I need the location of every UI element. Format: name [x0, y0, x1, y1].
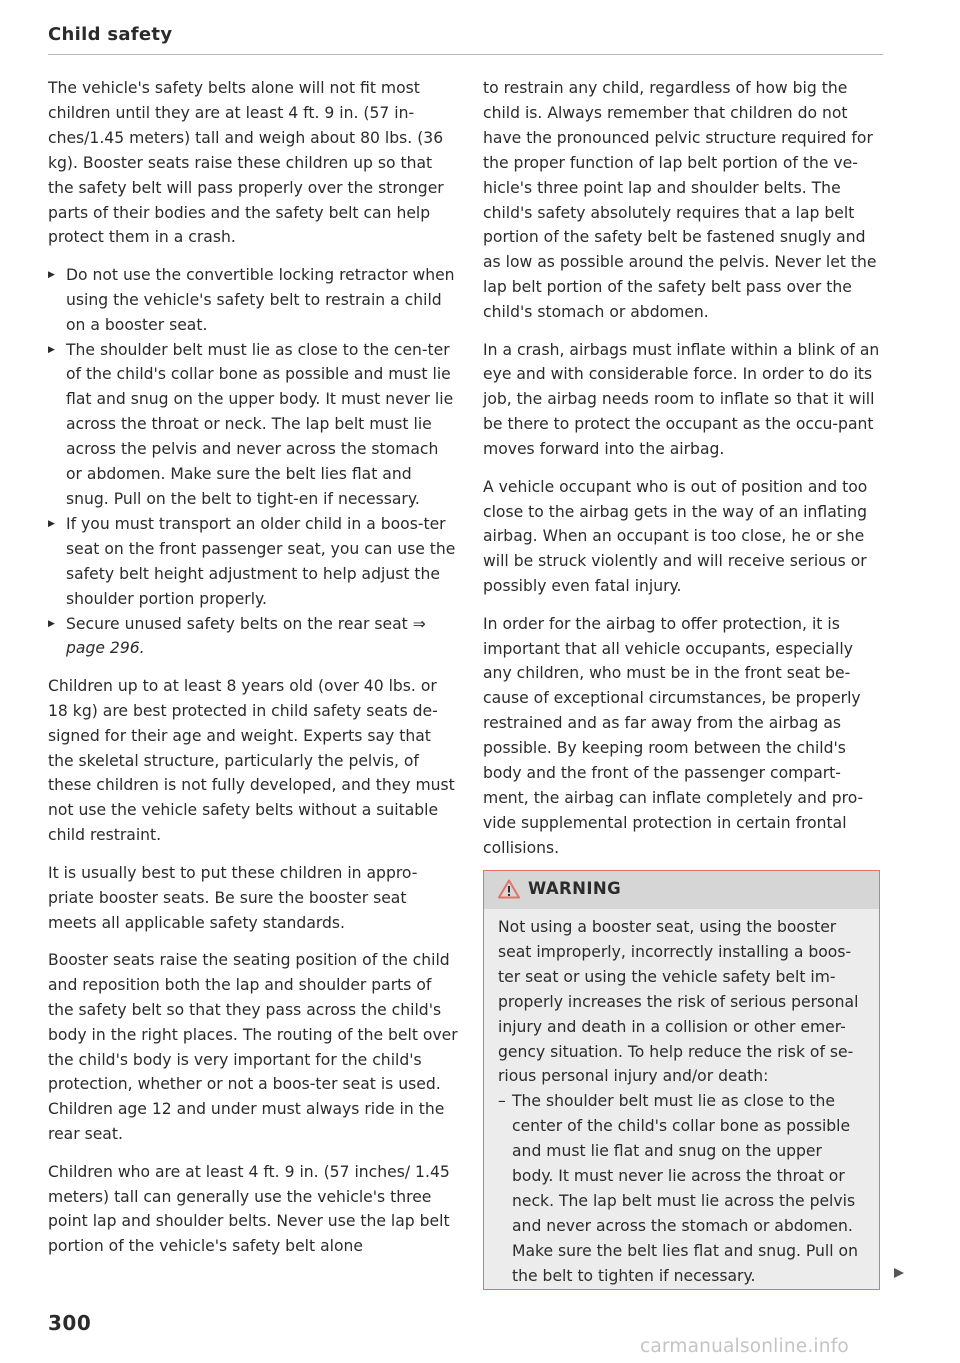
watermark-text: carmanualsonline.info [640, 1336, 849, 1357]
paragraph: A vehicle occupant who is out of position and too close to the airbag gets in the way of an inflating airbag. When an occupant is too close, he or she will be struck violently and will receive serious or possibly even fatal injury. [483, 477, 868, 596]
paragraph: Booster seats raise the seating position of the child and reposition both the lap and shoulder parts of the safety belt so that they pass across the child's body in the right places. The routing of the belt over the child's body is very important for the child's protection, whether or not a boos-ter seat is used. Children age 12 and under must always ride in the rear seat. [48, 950, 458, 1144]
bullet-text: Secure unused safety belts on the rear seat [66, 614, 408, 633]
paragraph: The vehicle's safety belts alone will not fit most children until they are at least 4 ft. 9 in. (57 in-ches/1.45 meters) tall and weigh about 80 lbs. (36 kg). Booster seats raise these children up so that the safety belt will pass properly over the stronger parts of their bodies and the safety belt can help protect them in a crash. [48, 79, 444, 247]
paragraph: to restrain any child, regardless of how big the child is. Always remember that children do not have the pronounced pelvic structure required for the proper function of lap belt portion of the ve-hicle's three point lap and shoulder belts. The child's safety absolutely requires that a lap belt portion of the safety belt be fastened snugly and as low as possible around the pelvis. Never let the lap belt portion of the safety belt pass over the child's stomach or abdomen. [483, 79, 877, 322]
page-number: 300 [48, 1311, 92, 1335]
bullet-item: ▶ The shoulder belt must lie as close to the cen-ter of the child's collar bone as possible and must lie flat and snug on the upper body. It must never lie across the throat or neck. The lap belt must lie across the pelvis and never across the stomach or abdomen. Make sure the belt lies flat and snug. Pull on the belt to tight-en if necessary. [48, 338, 458, 512]
warning-triangle-icon [498, 879, 520, 899]
left-column [48, 76, 458, 1272]
section-title: Child safety [48, 24, 173, 45]
warning-title: WARNING [528, 879, 622, 898]
bullet-list [48, 263, 458, 662]
continued-arrow-icon [893, 1267, 905, 1279]
right-column [483, 76, 883, 873]
warning-intro: Not using a booster seat, using the booster seat improperly, incorrectly installing a boos-ter seat or using the vehicle safety belt im-properly increases the risk of serious personal injury and death in a collision or other emer-gency situation. To help reduce the risk of se-rious personal injury and/or death: [498, 918, 859, 1086]
page-reference-link[interactable]: ⇒ page 296. [66, 614, 426, 658]
warning-item: – The shoulder belt must lie as close to the center of the child's collar bone as possible and must lie flat and snug on the upper body. It must never lie across the throat or neck. The lap belt must lie across the pelvis and never across the stomach or abdomen. Make sure the belt lies flat and snug. Pull on the belt to tighten if necessary. [498, 1089, 865, 1288]
bullet-item: ▶ If you must transport an older child in a boos-ter seat on the front passenger seat, you can use the safety belt height adjustment to help adjust the shoulder portion properly. [48, 512, 458, 612]
bullet-item: ▶ Do not use the convertible locking retractor when using the vehicle's safety belt to restrain a child on a booster seat. [48, 263, 458, 338]
warning-list [498, 1089, 865, 1288]
paragraph: In order for the airbag to offer protection, it is important that all vehicle occupants, especially any children, who must be in the front seat be-cause of exceptional circumstances, be properly restrained and as far away from the airbag as possible. By keeping room between the child's body and the front of the passenger compart-ment, the airbag can inflate completely and pro-vide supplemental protection in certain frontal collisions. [483, 614, 864, 857]
warning-header [484, 871, 879, 909]
warning-body [484, 909, 879, 1289]
warning-box [483, 870, 880, 1290]
paragraph: Children who are at least 4 ft. 9 in. (57 inches/ 1.45 meters) tall can generally use the vehicle's three point lap and shoulder belts. Never use the lap belt portion of the vehicle's safety belt alone [48, 1162, 450, 1256]
page-header [48, 24, 883, 55]
paragraph: Children up to at least 8 years old (over 40 lbs. or 18 kg) are best protected in child safety seats de-signed for their age and weight. Experts say that the skeletal structure, particularly the pelvis, of these children is not fully developed, and they must not use the vehicle safety belts without a suitable child restraint. [48, 676, 455, 845]
paragraph: In a crash, airbags must inflate within a blink of an eye and with considerable force. In order to do its job, the airbag needs room to inflate so that it will be there to protect the occupant as the occu-pant moves forward into the airbag. [483, 340, 880, 459]
paragraph: It is usually best to put these children in appro-priate booster seats. Be sure the booster seat meets all applicable safety standards. [48, 863, 418, 932]
bullet-item [48, 612, 458, 662]
